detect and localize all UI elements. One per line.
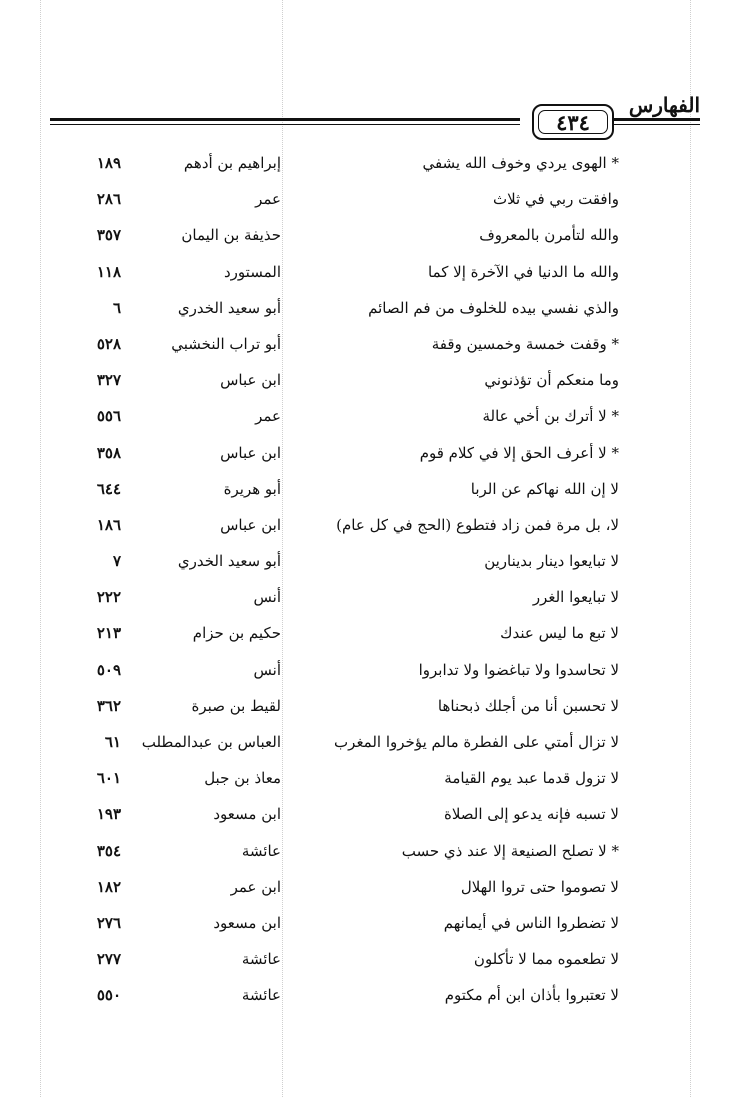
hadith-text: * لا أعرف الحق إلا في كلام قوم <box>419 443 619 462</box>
index-row <box>0 944 756 980</box>
index-row <box>0 365 756 401</box>
hadith-text: لا تبايعوا دينار بدينارين <box>484 552 619 571</box>
narrator-name: عمر <box>255 407 281 426</box>
hadith-text: وما منعكم أن تؤذنوني <box>484 371 619 390</box>
hadith-text: * لا أترك بن أخي عالة <box>482 407 619 426</box>
page-reference: ٥٥٠ <box>96 986 121 1005</box>
header-rule <box>50 118 520 121</box>
hadith-text: لا تحسبن أنا من أجلك ذبحناها <box>437 696 619 715</box>
page-reference: ٢٧٧ <box>96 950 121 969</box>
header-rule <box>610 118 700 121</box>
narrator-name: حذيفة بن اليمان <box>181 226 281 245</box>
narrator-name: ابن عمر <box>230 877 281 896</box>
hadith-text: لا تزول قدما عبد يوم القيامة <box>444 769 619 788</box>
page-reference: ٦ <box>112 298 121 317</box>
narrator-name: ابن عباس <box>220 515 281 534</box>
narrator-name: أبو تراب النخشبي <box>171 334 281 353</box>
page-reference: ١٨٦ <box>96 515 121 534</box>
index-row <box>0 293 756 329</box>
index-row <box>0 872 756 908</box>
hadith-text: لا تطعموه مما لا تأكلون <box>473 950 619 969</box>
hadith-text: لا، بل مرة فمن زاد فتطوع (الحج في كل عام) <box>336 515 619 534</box>
narrator-name: لقيط بن صبرة <box>191 696 281 715</box>
index-row <box>0 148 756 184</box>
page-reference: ٦١ <box>104 733 121 751</box>
narrator-name: ابن عباس <box>220 371 281 390</box>
narrator-name: المستورد <box>224 262 281 281</box>
index-row <box>0 438 756 474</box>
hadith-text: لا تزال أمتي على الفطرة مالم يؤخروا المغرب <box>334 733 619 751</box>
index-row <box>0 655 756 691</box>
hadith-text: لا تضطروا الناس في أيمانهم <box>443 913 619 932</box>
index-row <box>0 980 756 1016</box>
page-reference: ٣٥٤ <box>96 841 121 860</box>
narrator-name: العباس بن عبدالمطلب <box>141 733 281 751</box>
page-reference: ٢٨٦ <box>96 190 121 209</box>
page-reference: ٣٥٧ <box>96 226 121 245</box>
page-reference: ١٩٣ <box>96 805 121 824</box>
narrator-name: أبو سعيد الخدري <box>177 298 281 317</box>
header-rule <box>610 124 700 125</box>
page-reference: ٢١٣ <box>96 624 121 643</box>
header-title: الفهارس <box>628 93 700 117</box>
page-reference: ١١٨ <box>96 262 121 281</box>
header-rule <box>50 124 520 125</box>
narrator-name: عائشة <box>241 986 281 1005</box>
page-reference: ١٨٢ <box>96 877 121 896</box>
index-row <box>0 691 756 727</box>
hadith-text: لا تسبه فإنه يدعو إلى الصلاة <box>443 805 619 824</box>
index-table <box>0 148 756 1017</box>
index-row <box>0 908 756 944</box>
narrator-name: عائشة <box>241 950 281 969</box>
hadith-text: والذي نفسي بيده للخلوف من فم الصائم <box>368 298 619 317</box>
narrator-name: ابن مسعود <box>213 805 281 824</box>
index-row <box>0 510 756 546</box>
narrator-name: معاذ بن جبل <box>204 769 281 788</box>
page-reference: ٢٢٢ <box>96 588 121 607</box>
index-row <box>0 763 756 799</box>
page-header <box>50 92 700 142</box>
page-reference: ٣٥٨ <box>96 443 121 462</box>
hadith-text: لا تبع ما ليس عندك <box>500 624 619 643</box>
index-row <box>0 799 756 835</box>
index-row <box>0 618 756 654</box>
page-reference: ٥٥٦ <box>96 407 121 426</box>
hadith-text: لا تصوموا حتى تروا الهلال <box>460 877 619 896</box>
page-reference: ٥٠٩ <box>96 660 121 679</box>
narrator-name: حكيم بن حزام <box>192 624 281 643</box>
page-reference: ٥٢٨ <box>96 334 121 353</box>
index-row <box>0 727 756 763</box>
narrator-name: عمر <box>255 190 281 209</box>
index-row <box>0 329 756 365</box>
page-reference: ١٨٩ <box>96 154 121 172</box>
narrator-name: أبو سعيد الخدري <box>177 552 281 571</box>
narrator-name: إبراهيم بن أدهم <box>183 154 281 172</box>
index-row <box>0 582 756 618</box>
page-reference: ٧ <box>112 552 121 571</box>
hadith-text: والله ما الدنيا في الآخرة إلا كما <box>428 262 619 281</box>
index-row <box>0 257 756 293</box>
hadith-text: لا تبايعوا الغرر <box>532 588 619 607</box>
index-row <box>0 546 756 582</box>
page-reference: ٦٠١ <box>96 769 121 788</box>
hadith-text: لا تحاسدوا ولا تباغضوا ولا تدابروا <box>418 660 619 679</box>
narrator-name: أنس <box>253 588 281 607</box>
hadith-text: لا تعتبروا بأذان ابن أم مكتوم <box>444 986 619 1005</box>
index-row <box>0 184 756 220</box>
narrator-name: عائشة <box>241 841 281 860</box>
index-row <box>0 220 756 256</box>
index-row <box>0 836 756 872</box>
narrator-name: ابن عباس <box>220 443 281 462</box>
index-row <box>0 474 756 510</box>
page-reference: ٣٦٢ <box>96 696 121 715</box>
page-reference: ٢٧٦ <box>96 913 121 932</box>
hadith-text: وافقت ربي في ثلاث <box>492 190 619 209</box>
hadith-text: * وقفت خمسة وخمسين وقفة <box>431 334 619 353</box>
narrator-name: ابن مسعود <box>213 913 281 932</box>
narrator-name: أبو هريرة <box>223 479 281 498</box>
hadith-text: والله لتأمرن بالمعروف <box>479 226 619 245</box>
page-number: ٤٣٤ <box>532 104 614 140</box>
narrator-name: أنس <box>253 660 281 679</box>
hadith-text: * الهوى يردي وخوف الله يشفي <box>422 154 619 172</box>
hadith-text: لا إن الله نهاكم عن الربا <box>470 479 619 498</box>
page-reference: ٦٤٤ <box>96 479 121 498</box>
index-row <box>0 401 756 437</box>
page-reference: ٣٢٧ <box>96 371 121 390</box>
hadith-text: * لا تصلح الصنيعة إلا عند ذي حسب <box>401 841 619 860</box>
